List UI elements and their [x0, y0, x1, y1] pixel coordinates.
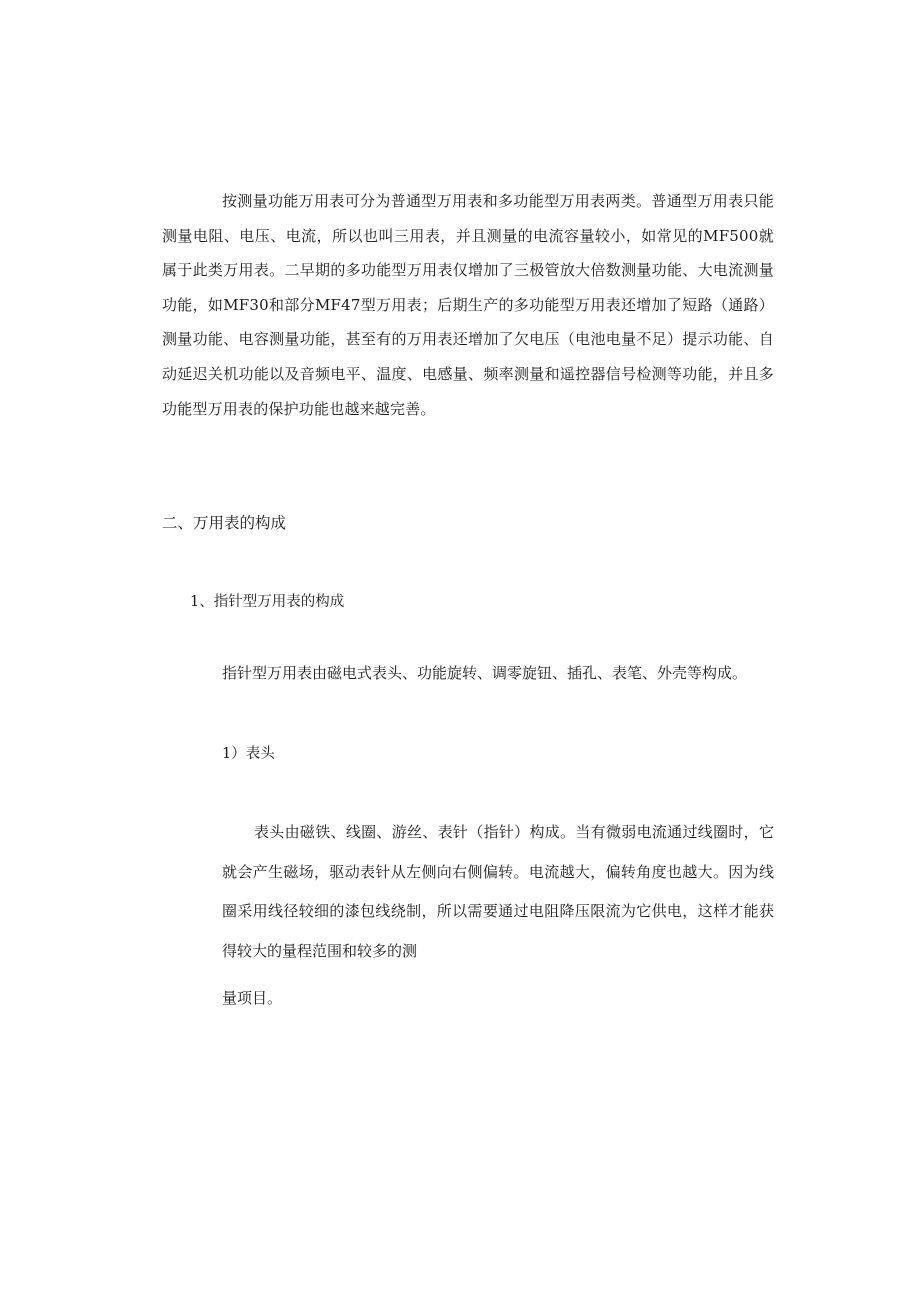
item-paragraph-tail: 量项目。	[222, 989, 283, 1007]
section-heading: 二、万用表的构成	[162, 514, 287, 532]
subsection-paragraph: 指针型万用表由磁电式表头、功能旋转、调零旋钮、插孔、表笔、外壳等构成。	[222, 664, 748, 682]
subsection-heading: 1、指针型万用表的构成	[190, 594, 345, 610]
item-heading: 1）表头	[222, 746, 275, 762]
intro-paragraph: 按测量功能万用表可分为普通型万用表和多功能型万用表两类。普通型万用表只能测量电阻、电压、电流，所以也叫三用表，并且测量的电流容量较小，如常见的MF500就属于此类万用表。二早期的多功能型万用表仅增加了三极管放大倍数测量功能、大电流测量功能，如MF30和部分MF47型万用表；后期生产的多功能型万用表还增加了短路（通路）测量功能、电容测量功能，甚至有的万用表还增加了欠电压（电池电量不足）提示功能、自动延迟关机功能以及音频电平、温度、电感量、频率测量和遥控器信号检测等功能，并且多功能型万用表的保护功能也越来越完善。	[162, 192, 774, 418]
item-paragraph: 表头由磁铁、线圈、游丝、表针（指针）构成。当有微弱电流通过线圈时，它就会产生磁场，驱动表针从左侧向右侧偏转。电流越大，偏转角度也越大。因为线圈采用线径较细的漆包线绕制，所以需要通过电阻降压限流为它供电，这样才能获得较大的量程范围和较多的测	[222, 823, 774, 960]
